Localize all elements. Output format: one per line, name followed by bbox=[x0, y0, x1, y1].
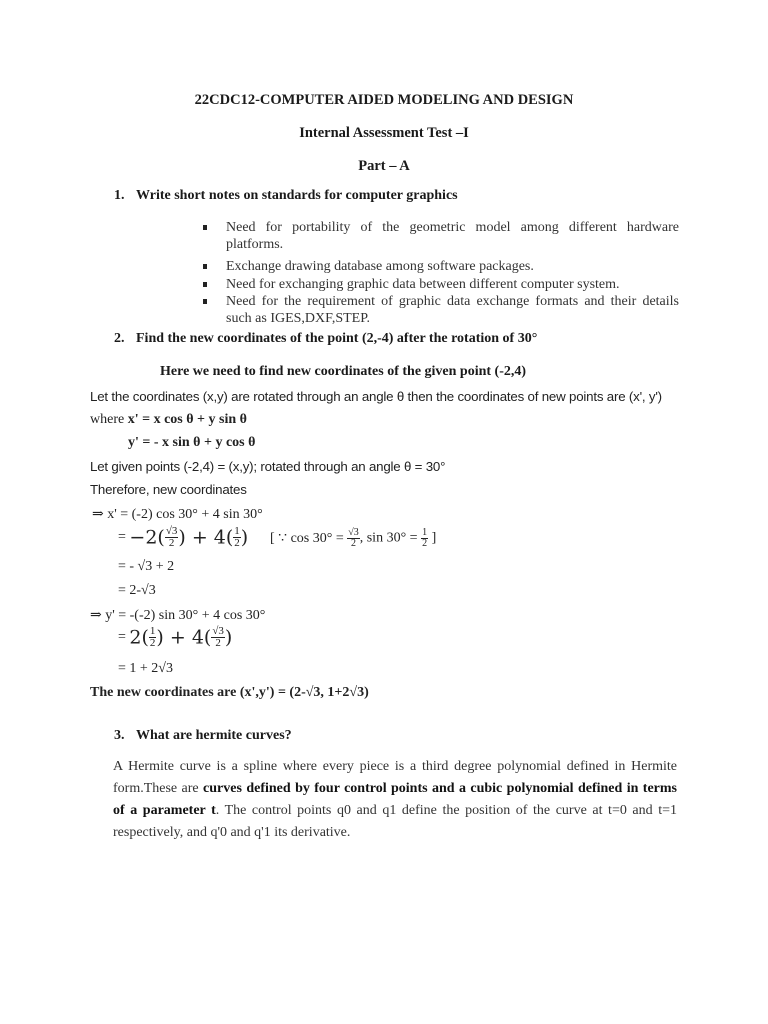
x-step-1: ⇒ x' = (-2) cos 30° + 4 sin 30° bbox=[92, 507, 263, 522]
hermite-text-bold: curves defined by four control points and a cubic polynomial defined in terms of a parameter t bbox=[113, 781, 677, 818]
bullet-icon bbox=[203, 264, 207, 269]
x-step-4: = 2-√3 bbox=[118, 583, 156, 598]
question-3 bbox=[114, 728, 292, 744]
question-1 bbox=[114, 188, 458, 204]
course-title: 22CDC12-COMPUTER AIDED MODELING AND DESIGN bbox=[194, 92, 574, 108]
fraction-sqrt3-over-2: $\frac{√3}{2}$ bbox=[212, 625, 224, 649]
hint-open: [ ∵ cos 30° = bbox=[270, 531, 348, 546]
y-step-2-plus: ) + 4( bbox=[156, 626, 212, 649]
x-step-2 bbox=[118, 526, 248, 556]
hint-mid: , sin 30° = bbox=[359, 530, 422, 546]
hermite-paragraph bbox=[113, 756, 677, 844]
question-2-number: 2. bbox=[114, 331, 125, 346]
question-1-text: Write short notes on standards for computer graphics bbox=[136, 188, 458, 203]
given-points-line: Let given points (-2,4) = (x,y); rotated through an angle θ = 30° bbox=[90, 459, 446, 474]
question-2-text: Find the new coordinates of the point (2,-4) after the rotation of 30° bbox=[136, 331, 538, 346]
formula-x-line bbox=[90, 412, 247, 428]
hermite-text-b: . The control points q0 and q1 define the position of the curve at t=0 and t=1 respectively, and q'0 and q'1 its derivative. bbox=[113, 803, 677, 840]
hermite-text-a: A Hermite curve is a spline where every piece is a third degree polynomial defined in Hermite form.These are bbox=[113, 759, 677, 796]
equals-sign: = bbox=[118, 529, 126, 545]
x-step-2-plus: ) + 4( bbox=[178, 526, 234, 549]
hint-close: ] bbox=[428, 530, 437, 546]
bullet-icon bbox=[203, 225, 207, 230]
y-step-1: ⇒ y' = -(-2) sin 30° + 4 cos 30° bbox=[90, 608, 266, 623]
y-step-3: = 1 + 2√3 bbox=[118, 661, 173, 676]
bullet-text: Need for portability of the geometric model among different hardware platforms. bbox=[226, 220, 679, 252]
result-line: The new coordinates are (x',y') = (2-√3, 1+2√3) bbox=[90, 685, 369, 700]
question-2 bbox=[114, 331, 537, 347]
bullet-icon bbox=[203, 282, 207, 287]
solution-subheading: Here we need to find new coordinates of the given point (-2,4) bbox=[160, 364, 527, 379]
test-title: Internal Assessment Test –I bbox=[299, 125, 469, 141]
question-1-number: 1. bbox=[114, 188, 125, 203]
bullet-icon bbox=[203, 299, 207, 304]
rotation-intro: Let the coordinates (x,y) are rotated through an angle θ then the coordinates of new points are (x', y') bbox=[90, 389, 662, 404]
question-3-number: 3. bbox=[114, 728, 125, 743]
y-step-2-coef: 2( bbox=[129, 626, 149, 649]
fraction-1-over-2: $\frac{1}{2}$ bbox=[422, 527, 428, 549]
bullet-text: Need for the requirement of graphic data exchange formats and their details such as IGES,DXF,STEP. bbox=[226, 294, 679, 326]
fraction-sqrt3-over-2: $\frac{√3}{2}$ bbox=[165, 525, 178, 549]
y-step-2-close: ) bbox=[224, 626, 233, 649]
list-item bbox=[203, 259, 679, 276]
trig-hint bbox=[270, 528, 436, 558]
list-item bbox=[203, 294, 679, 327]
question-1-bullet-list bbox=[203, 220, 679, 327]
list-item bbox=[203, 277, 679, 294]
x-step-2-close: ) bbox=[240, 526, 249, 549]
therefore-line: Therefore, new coordinates bbox=[90, 482, 247, 497]
x-step-3: = - √3 + 2 bbox=[118, 559, 175, 574]
part-heading: Part – A bbox=[358, 158, 410, 174]
x-step-2-coef: −2( bbox=[129, 526, 165, 549]
y-step-2 bbox=[118, 626, 232, 656]
fraction-1-over-2: $\frac{1}{2}$ bbox=[234, 525, 240, 549]
formula-x: x' = x cos θ + y sin θ bbox=[127, 412, 247, 427]
fraction-sqrt3-over-2: $\frac{√3}{2}$ bbox=[348, 527, 359, 549]
bullet-text: Exchange drawing database among software packages. bbox=[226, 259, 534, 274]
equals-sign: = bbox=[118, 629, 126, 645]
where-label: where bbox=[90, 412, 128, 427]
formula-y: y' = - x sin θ + y cos θ bbox=[128, 435, 256, 450]
list-item bbox=[203, 220, 679, 253]
bullet-text: Need for exchanging graphic data between different computer system. bbox=[226, 276, 620, 292]
question-3-text: What are hermite curves? bbox=[136, 728, 292, 743]
fraction-1-over-2: $\frac{1}{2}$ bbox=[149, 625, 156, 649]
